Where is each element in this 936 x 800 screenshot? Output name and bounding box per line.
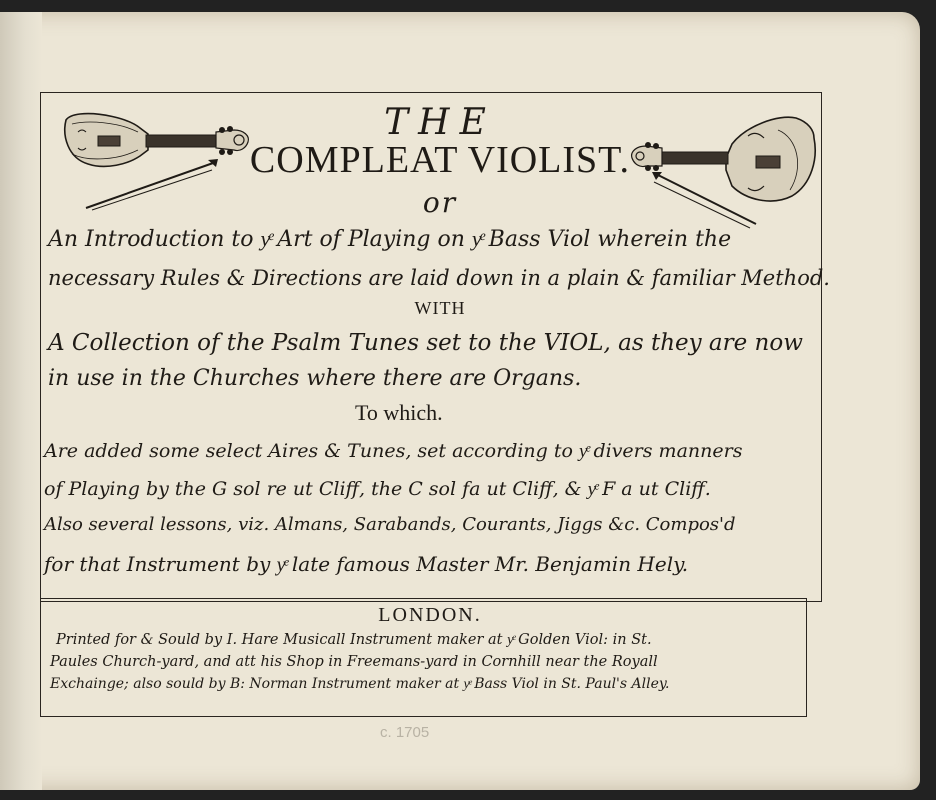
intro-line-1: An Introduction to yͤ Art of Playing on yͤ Bass Viol wherein the xyxy=(48,227,732,252)
imprint-line-1: Printed for & Sould by I. Hare Musicall Instrument maker at yͤ Golden Viol: in St. xyxy=(56,632,652,648)
added-line-2: of Playing by the G sol re ut Cliff, the C sol fa ut Cliff, & yͤ F a ut Cliff. xyxy=(44,478,711,500)
pencil-date-note: c. 1705 xyxy=(380,724,430,741)
imprint-city: LONDON. xyxy=(378,604,482,626)
to-which-heading: To which. xyxy=(355,400,443,425)
added-line-4: for that Instrument by yͤ late famous Master Mr. Benjamin Hely. xyxy=(44,552,689,576)
added-line-3: Also several lessons, viz. Almans, Sarabands, Courants, Jiggs &c. Compos'd xyxy=(44,514,736,535)
added-line-1: Are added some select Aires & Tunes, set according to yͤ divers manners xyxy=(44,440,743,462)
title-the: THE xyxy=(384,102,496,143)
imprint-line-2: Paules Church-yard, and att his Shop in Freemans-yard in Cornhill near the Royall xyxy=(50,654,658,670)
title-or: or xyxy=(422,186,458,219)
collection-line-1: A Collection of the Psalm Tunes set to the VIOL, as they are now xyxy=(48,330,803,356)
imprint-line-3: Exchainge; also sould by B: Norman Instrument maker at yͤ Bass Viol in St. Paul's Alley. xyxy=(50,676,670,692)
intro-line-2: necessary Rules & Directions are laid down in a plain & familiar Method. xyxy=(48,266,830,290)
collection-line-2: in use in the Churches where there are Organs. xyxy=(48,366,582,391)
with-heading: WITH xyxy=(414,298,466,318)
main-title: COMPLEAT VIOLIST. xyxy=(249,139,631,181)
